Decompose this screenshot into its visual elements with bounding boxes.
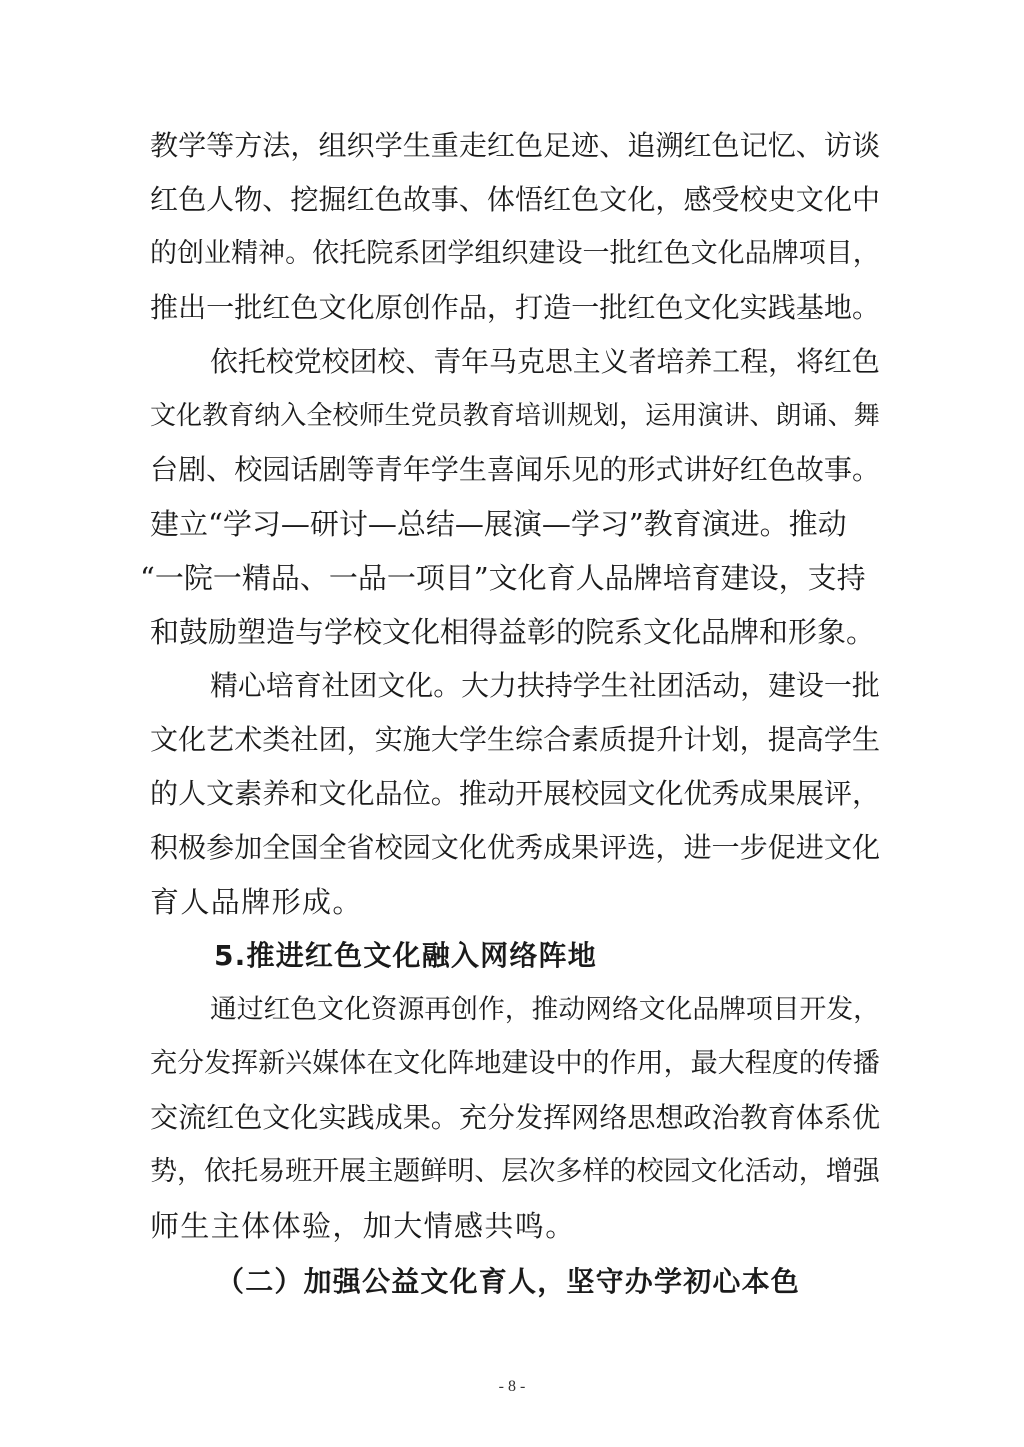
text-line: 的创业精神。依托院系团学组织建设一批红色文化品牌项目， (150, 238, 880, 269)
text-line: 积极参加全国全省校园文化优秀成果评选，进一步促进文化 (150, 831, 881, 864)
text-line: 势，依托易班开展主题鲜明、层次多样的校园文化活动，增强 (150, 1156, 880, 1187)
text-line: 交流红色文化实践成果。充分发挥网络思想政治教育体系优 (150, 1101, 881, 1134)
text-line: 红色人物、挖掘红色故事、体悟红色文化，感受校史文化中 (150, 183, 881, 216)
text-line: 建立“学习—研讨—总结—展演—学习”教育演进。推动 (150, 507, 847, 541)
text-line: 文化教育纳入全校师生党员教育培训规划，运用演讲、朗诵、舞 (150, 401, 880, 431)
section-heading: 5.推进红色文化融入网络阵地 (214, 939, 597, 972)
text-line: 依托校党校团校、青年马克思主义者培养工程，将红色 (210, 345, 880, 378)
text-line: 的人文素养和文化品位。推动开展校园文化优秀成果展评， (150, 777, 881, 810)
text-line: 推出一批红色文化原创作品，打造一批红色文化实践基地。 (150, 291, 881, 324)
text-line: 和鼓励塑造与学校文化相得益彰的院系文化品牌和形象。 (150, 615, 876, 649)
text-line: 文化艺术类社团，实施大学生综合素质提升计划，提高学生 (150, 723, 881, 756)
text-line: 台剧、校园话剧等青年学生喜闻乐见的形式讲好红色故事。 (150, 453, 881, 486)
text-line: 精心培育社团文化。大力扶持学生社团活动，建设一批 (210, 669, 880, 702)
chapter-heading: （二）加强公益文化育人，坚守办学初心本色 (216, 1265, 801, 1298)
text-line: 师生主体体验，加大情感共鸣。 (150, 1209, 576, 1243)
text-line: “一院一精品、一品一项目”文化育人品牌培育建设，支持 (140, 561, 866, 595)
text-line: 育人品牌形成。 (150, 885, 363, 919)
page-number: - 8 - (498, 1378, 526, 1395)
text-line: 通过红色文化资源再创作，推动网络文化品牌项目开发， (210, 994, 880, 1025)
text-line: 教学等方法，组织学生重走红色足迹、追溯红色记忆、访谈 (150, 129, 881, 162)
text-line: 充分发挥新兴媒体在文化阵地建设中的作用，最大程度的传播 (150, 1048, 880, 1079)
